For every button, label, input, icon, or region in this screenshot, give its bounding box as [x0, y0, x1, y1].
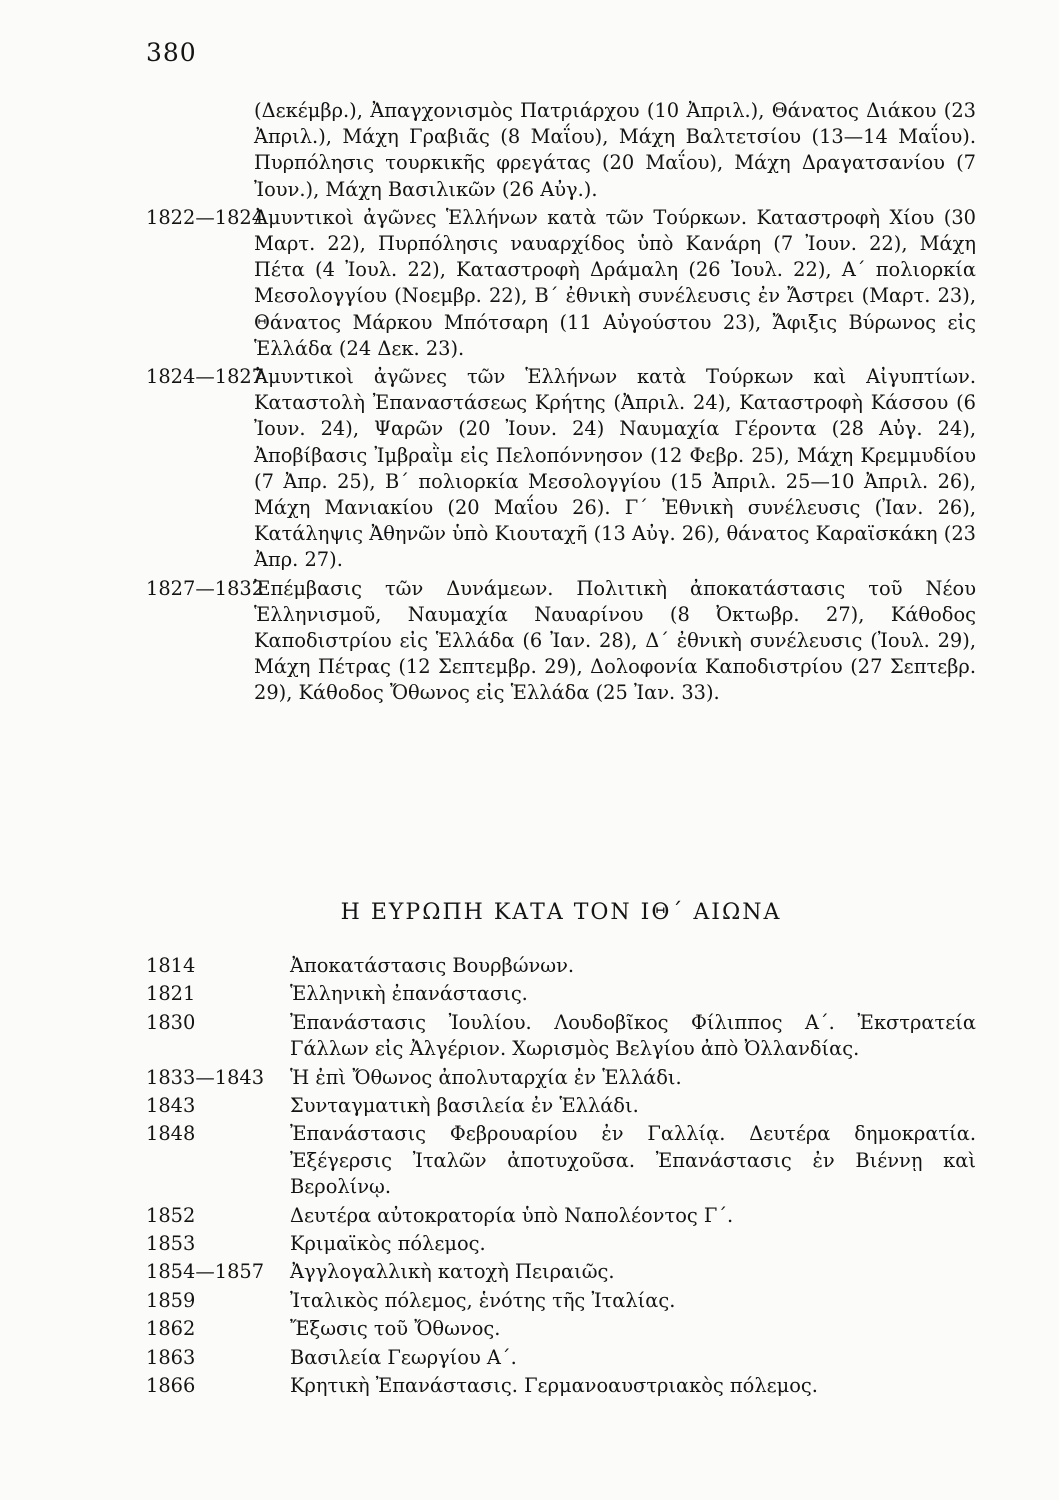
continuation-paragraph: (Δεκέμβρ.), Ἀπαγχονισμὸς Πατριάρχου (10 Ἀπριλ.), Θάνατος Διάκου (23 Ἀπριλ.), Μάχη Γραβιᾶς (8 Μαΐου), Μάχη Βαλτετσίου (13—14 Μαΐου). Πυρπόλησις τουρκικῆς φρεγάτας (20 Μαΐου), Μάχη Δραγατσανίου (7 Ἰουν.), Μάχη Βασιλικῶν (26 Αὐγ.).	[254, 99, 976, 201]
chronology-entry	[146, 364, 976, 574]
chronology-row	[146, 1121, 976, 1200]
row-text: Συνταγματικὴ βασιλεία ἐν Ἑλλάδι.	[290, 1094, 639, 1118]
entry-text: Ἀμυντικοὶ ἀγῶνες τῶν Ἑλλήνων κατὰ Τούρκων καὶ Αἰγυπτίων. Καταστολὴ Ἐπαναστάσεως Κρήτης (Ἀπριλ. 24), Καταστροφὴ Κάσσου (6 Ἰουν. 24), Ψαρῶν (20 Ἰουν. 24) Ναυμαχία Γέροντα (28 Αὐγ. 24), Ἀποβίβασις Ἰμβραῒμ εἰς Πελοπόννησον (12 Φεβρ. 25), Μάχη Κρεμμυδίου (7 Ἀπρ. 25), Β΄ πολιορκία Μεσολογγίου (15 Ἀπριλ. 25—10 Ἀπριλ. 26), Μάχη Μανιακίου (20 Μαΐου 26). Γ΄ Ἐθνικὴ συνέλευσις (Ἰαν. 26), Κατάληψις Ἀθηνῶν ὑπὸ Κιουταχῆ (13 Αὐγ. 26), θάνατος Καραϊσκάκη (23 Ἀπρ. 27).	[254, 365, 976, 572]
chronology-entry	[146, 205, 976, 362]
row-text: Κριμαϊκὸς πόλεμος.	[290, 1232, 486, 1256]
row-text: Ἡ ἐπὶ Ὄθωνος ἀπολυταρχία ἐν Ἑλλάδι.	[290, 1065, 682, 1089]
row-text: Ἐπανάστασις Φεβρουαρίου ἐν Γαλλίᾳ. Δευτέρα δημοκρατία. Ἐξέγερσις Ἰταλῶν ἀποτυχοῦσα. Ἐπανάστασις ἐν Βιέννῃ καὶ Βερολίνῳ.	[290, 1122, 976, 1199]
row-years: 1848	[146, 1122, 196, 1146]
chronology-row	[146, 1093, 976, 1119]
revolution-chronology	[146, 98, 976, 707]
row-years: 1843	[146, 1094, 196, 1118]
entry-years: 1824—1827	[146, 365, 265, 389]
row-text: Ἀποκατάστασις Βουρβώνων.	[290, 954, 575, 977]
entry-years: 1822—1824	[146, 205, 265, 229]
chronology-entry	[146, 576, 976, 707]
row-years: 1830	[146, 1010, 196, 1034]
row-years: 1866	[146, 1374, 196, 1398]
row-text: Ἔξωσις τοῦ Ὄθωνος.	[290, 1317, 501, 1341]
row-years: 1859	[146, 1288, 196, 1312]
row-text: Βασιλεία Γεωργίου Α΄.	[290, 1345, 517, 1369]
chronology-row	[146, 1373, 976, 1399]
row-years: 1862	[146, 1317, 196, 1341]
row-years: 1863	[146, 1345, 196, 1369]
row-text: Κρητικὴ Ἐπανάστασις. Γερμανοαυστριακὸς πόλεμος.	[290, 1374, 818, 1398]
row-years: 1852	[146, 1203, 196, 1227]
chronology-row	[146, 1231, 976, 1257]
row-years: 1854—1857	[146, 1260, 265, 1284]
entry-text: Ἐπέμβασις τῶν Δυνάμεων. Πολιτικὴ ἀποκατάστασις τοῦ Νέου Ἑλληνισμοῦ, Ναυμαχία Ναυαρίνου (8 Ὀκτωβρ. 27), Κάθοδος Καποδιστρίου εἰς Ἑλλάδα (6 Ἰαν. 28), Δ΄ ἐθνικὴ συνέλευσις (Ἰουλ. 29), Μάχη Πέτρας (12 Σεπτεμβρ. 29), Δολοφονία Καποδιστρίου (27 Σεπτεβρ. 29), Κάθοδος Ὄθωνος εἰς Ἑλλάδα (25 Ἰαν. 33).	[254, 576, 976, 705]
row-years: 1853	[146, 1232, 196, 1256]
page-number: 380	[146, 38, 197, 67]
chronology-row	[146, 1345, 976, 1371]
chronology-row	[146, 1316, 976, 1342]
europe-chronology	[146, 953, 976, 1400]
row-years: 1833—1843	[146, 1065, 265, 1089]
section-heading: Η ΕΥΡΩΠΗ ΚΑΤΑ ΤΟΝ ΙΘ΄ ΑΙΩΝΑ	[340, 900, 782, 925]
entry-years: 1827—1832	[146, 576, 265, 600]
chronology-row	[146, 1259, 976, 1285]
entry-text: Ἀμυντικοὶ ἀγῶνες Ἑλλήνων κατὰ τῶν Τούρκων. Καταστροφὴ Χίου (30 Μαρτ. 22), Πυρπόλησις ναυαρχίδος ὑπὸ Κανάρη (7 Ἰουν. 22), Μάχη Πέτα (4 Ἰουλ. 22), Καταστροφὴ Δράμαλη (26 Ἰουλ. 22), Α΄ πολιορκία Μεσολογγίου (Νοεμβρ. 22), Β΄ ἐθνικὴ συνέλευσις ἐν Ἄστρει (Μαρτ. 23), Θάνατος Μάρκου Μπότσαρη (11 Αὐγούστου 23), Ἄφιξις Βύρωνος εἰς Ἑλλάδα (24 Δεκ. 23).	[254, 205, 976, 360]
chronology-row	[146, 1010, 976, 1063]
row-text: Ἰταλικὸς πόλεμος, ἑνότης τῆς Ἰταλίας.	[290, 1288, 676, 1312]
chronology-row	[146, 1065, 976, 1091]
chronology-row	[146, 1288, 976, 1314]
chronology-row	[146, 981, 976, 1007]
row-text: Ἐπανάστασις Ἰουλίου. Λουδοβῖκος Φίλιππος Α΄. Ἐκστρατεία Γάλλων εἰς Ἀλγέριον. Χωρισμὸς Βελγίου ἀπὸ Ὀλλανδίας.	[290, 1010, 976, 1061]
row-text: Ἑλληνικὴ ἐπανάστασις.	[290, 982, 528, 1006]
chronology-row	[146, 1203, 976, 1229]
row-text: Δευτέρα αὐτοκρατορία ὑπὸ Ναπολέοντος Γ΄.	[290, 1203, 734, 1227]
row-years: 1821	[146, 982, 196, 1006]
row-years: 1814	[146, 954, 196, 977]
row-text: Ἀγγλογαλλικὴ κατοχὴ Πειραιῶς.	[290, 1260, 615, 1284]
chronology-row	[146, 953, 976, 979]
